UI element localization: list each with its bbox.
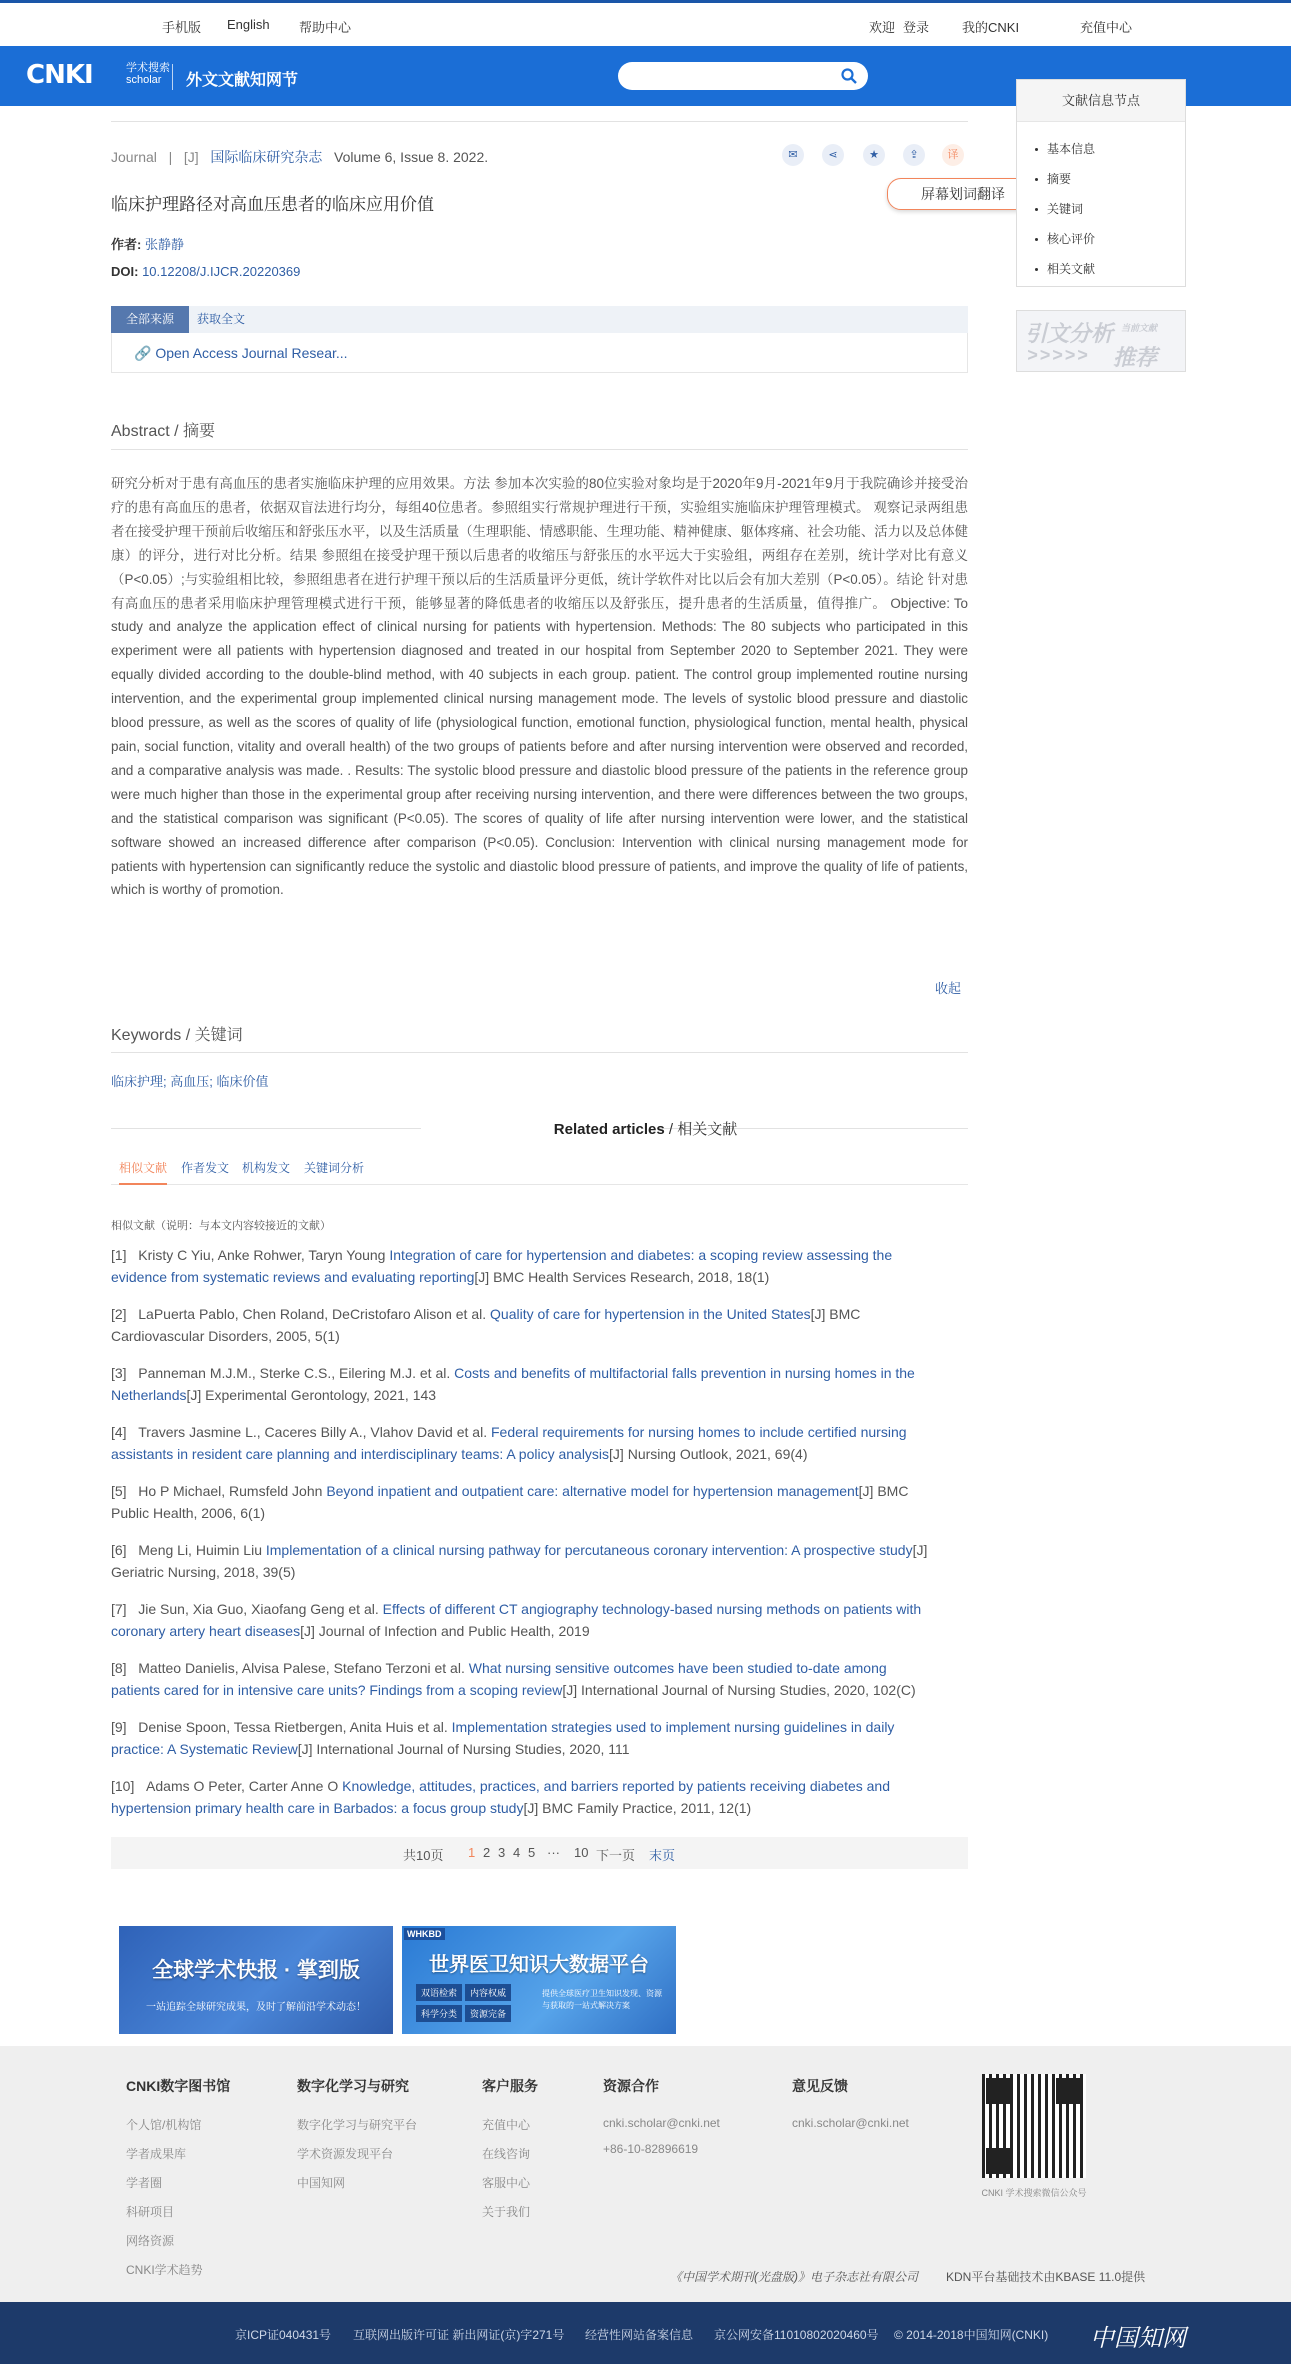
business-record-link[interactable]: 经营性网站备案信息 bbox=[585, 2328, 694, 2342]
footer-col-feedback bbox=[792, 2076, 909, 2142]
keywords-heading-cn: / 关键词 bbox=[185, 1027, 243, 1044]
divider bbox=[111, 449, 968, 450]
reference-list bbox=[111, 1244, 938, 1834]
last-page[interactable]: 末页 bbox=[649, 1848, 676, 1863]
ref-authors: Panneman M.J.M., Sterke C.S., Eilering M.J. et al. bbox=[138, 1365, 451, 1381]
list-item bbox=[111, 1244, 938, 1288]
email-icon[interactable]: ✉ bbox=[782, 144, 804, 166]
ref-authors: Travers Jasmine L., Caceres Billy A., Vlahov David et al. bbox=[138, 1424, 488, 1440]
ref-authors: Meng Li, Huimin Liu bbox=[138, 1542, 262, 1558]
ref-title-link[interactable]: Costs and benefits of multifactorial falls prevention in nursing homes in the Netherlands bbox=[111, 1365, 915, 1403]
cnki-brand-logo: 中国知网 bbox=[1090, 2324, 1186, 2352]
ref-authors: LaPuerta Pablo, Chen Roland, DeCristofaro Alison et al. bbox=[138, 1306, 487, 1322]
ref-number: [3] bbox=[111, 1365, 127, 1381]
list-item bbox=[111, 1362, 938, 1406]
qr-code bbox=[982, 2074, 1086, 2178]
abstract-heading-en: Abstract bbox=[111, 423, 170, 440]
footer-link[interactable]: 学者成果库 bbox=[126, 2147, 187, 2161]
abstract-heading-cn: / 摘要 bbox=[174, 423, 216, 440]
page-ellipsis: ··· bbox=[547, 1845, 560, 1860]
page-4[interactable]: 4 bbox=[513, 1845, 521, 1860]
ref-title-link[interactable]: Integration of care for hypertension and diabetes: a scoping review assessing the evidence from systematic reviews and evaluating reporting bbox=[111, 1247, 893, 1285]
footer-link[interactable]: 数字化学习与研究平台 bbox=[297, 2118, 418, 2132]
ref-number: [7] bbox=[111, 1601, 127, 1617]
ref-authors: Ho P Michael, Rumsfeld John bbox=[138, 1483, 323, 1499]
ref-authors: Matteo Danielis, Alvisa Palese, Stefano Terzoni et al. bbox=[138, 1660, 465, 1676]
abstract-text: 研究分析对于患有高血压的患者实施临床护理的应用效果。方法 参加本次实验的80位实验对象均是于2020年9月-2021年9月于我院确诊并接受治疗的患有高血压的患者，依据双盲法进行均分，每组40位患者。参照组实行常规护理进行干预，实验组实施临床护理管理模式。 观察记录两组患者在接受护理干预前后收缩压和舒张压水平，以及生活质量（生理职能、情感职能、生理功能、精神健康、躯体疼痛、社会功能、活力以及总体健康）的评分，进行对比分析。结果 参照组在接受护理干预以后患者的收缩压与舒张压的水平远大于实验组，两组存在差别，统计学对比有意义（P<0.05）;与实验组相比较，参照组患者在进行护理干预以后的生活质量评分更低，统计学软件对比以后会有加大差别（P<0.05）。结论 针对患有高血压的患者采用临床护理管理模式进行干预，能够显著的降低患者的收缩压以及舒张压，提升患者的生活质量，值得推广。 Objective: To study and analyze the application effect of clinical nursing for patients with hypertension. Methods: The 80 subjects who participated in this experiment were all patients with hypertension diagnosed and treated in our hospital from September 2020 to September 2021. They were equally divided according to the double-blind method, with 40 subjects in each group. patient. The control group implemented routine nursing intervention, and the experimental group implemented clinical nursing management mode. The levels of systolic blood pressure and diastolic blood pressure, as well as the scores of quality of life (physiological function, emotional function, physiological function, mental health, physical pain, social function, vitality and overall health) of the two groups of patients before and after nursing intervention were observed and recorded, and a comparative analysis was made. . Results: The systolic blood pressure and diastolic blood pressure of the patients in the reference group were much higher than those in the experimental group after receiving nursing intervention, and there were differences between the two groups, and the statistical comparison was significant (P<0.05). The scores of quality of life after nursing intervention were lower, and the statistical software showed an increased difference after comparison (P<0.05). Conclusion: Intervention with clinical nursing management mode for patients with hypertension can significantly reduce the systolic and diastolic blood pressure of patients, and improve the quality of life of patients, which is worthy of promotion. bbox=[111, 476, 968, 898]
citation-analysis-box[interactable] bbox=[1016, 310, 1186, 372]
bottom-bar bbox=[0, 2302, 1291, 2364]
tab-author[interactable]: 作者发文 bbox=[181, 1161, 230, 1175]
link-icon: 🔗 bbox=[134, 345, 152, 361]
author-line bbox=[111, 234, 184, 253]
author-label: 作者: bbox=[111, 237, 142, 252]
star-icon[interactable]: ★ bbox=[863, 144, 885, 166]
footer-link[interactable]: 网络资源 bbox=[126, 2234, 175, 2248]
icp-text: 京ICP证040431号 bbox=[235, 2328, 332, 2342]
tab-similar[interactable]: 相似文献 bbox=[119, 1159, 167, 1185]
mobile-link[interactable]: 手机版 bbox=[162, 20, 202, 35]
ref-number: [5] bbox=[111, 1483, 127, 1499]
english-link[interactable]: English bbox=[227, 17, 270, 32]
similar-note: 相似文献（说明：与本文内容较接近的文献） bbox=[111, 1220, 331, 1232]
export-icon[interactable]: ⇪ bbox=[903, 144, 925, 166]
side-item-basic[interactable]: 基本信息 bbox=[1035, 134, 1185, 164]
banner2-subtitle: 提供全球医疗卫生知识发现、资源与获取的一站式解决方案 bbox=[542, 1989, 662, 2010]
qr-caption: CNKI 学术搜索微信公众号 bbox=[981, 2188, 1087, 2198]
footer-link[interactable]: 科研项目 bbox=[126, 2205, 175, 2219]
top-bar bbox=[0, 0, 1291, 46]
publish-license-text: 互联网出版许可证 新出网证(京)字271号 bbox=[353, 2328, 565, 2342]
search-input[interactable] bbox=[630, 66, 830, 86]
tab-institution[interactable]: 机构发文 bbox=[242, 1161, 291, 1175]
author-link[interactable]: 张静静 bbox=[144, 237, 184, 252]
page-3[interactable]: 3 bbox=[498, 1845, 506, 1860]
ref-source: [J] BMC Family Practice, 2011, 12(1) bbox=[523, 1800, 752, 1816]
ref-authors: Kristy C Yiu, Anke Rohwer, Taryn Young bbox=[138, 1247, 386, 1263]
footer-heading: CNKI数字图书馆 bbox=[126, 2078, 231, 2094]
page-5[interactable]: 5 bbox=[528, 1845, 536, 1860]
ref-source: [J] BMC Health Services Research, 2018, 18(1) bbox=[474, 1269, 770, 1285]
translate-icon[interactable]: 译 bbox=[942, 144, 964, 166]
journal-link[interactable]: 国际临床研究杂志 bbox=[210, 149, 323, 165]
footer-heading: 意见反馈 bbox=[792, 2078, 848, 2094]
footer bbox=[0, 2046, 1291, 2302]
cite-tag: 当前文献 bbox=[1121, 323, 1158, 333]
doi-line bbox=[111, 264, 300, 279]
logo-subtitle bbox=[126, 62, 170, 86]
meta-separator: | bbox=[168, 149, 173, 165]
recharge-link[interactable]: 充值中心 bbox=[1080, 20, 1133, 35]
footer-col-service bbox=[482, 2076, 538, 2232]
ref-source: [J] BMC Cardiovascular Disorders, 2005, 5(1) bbox=[111, 1306, 861, 1344]
page-2[interactable]: 2 bbox=[483, 1845, 491, 1860]
kbase-text: KDN平台基础技术由KBASE 11.0提供 bbox=[946, 2270, 1146, 2284]
tab-keyword-analysis[interactable]: 关键词分析 bbox=[304, 1161, 365, 1175]
ref-source: [J] Journal of Infection and Public Health, 2019 bbox=[300, 1623, 590, 1639]
related-heading-en: Related articles bbox=[553, 1121, 665, 1138]
list-item bbox=[111, 1775, 938, 1819]
ref-title-link[interactable]: Implementation of a clinical nursing pathway for percutaneous coronary intervention: A prospective study bbox=[265, 1542, 913, 1558]
keywords-heading-en: Keywords bbox=[111, 1027, 182, 1044]
chip: 资源完备 bbox=[465, 2005, 511, 2022]
welcome-text: 欢迎 bbox=[869, 20, 896, 35]
next-page[interactable]: 下一页 bbox=[596, 1848, 636, 1863]
side-item-evaluation[interactable]: 核心评价 bbox=[1035, 224, 1185, 254]
side-nav bbox=[1016, 79, 1186, 287]
related-tabs bbox=[111, 1159, 968, 1185]
chip: 内容权威 bbox=[465, 1984, 511, 2001]
footer-heading: 资源合作 bbox=[603, 2078, 659, 2094]
copyright-text: © 2014-2018中国知网(CNKI) bbox=[894, 2328, 1049, 2342]
fold-link[interactable]: 收起 bbox=[935, 981, 962, 996]
ref-authors: Denise Spoon, Tessa Rietbergen, Anita Huis et al. bbox=[138, 1719, 448, 1735]
side-item-related[interactable]: 相关文献 bbox=[1035, 254, 1185, 284]
abstract-heading bbox=[111, 418, 215, 441]
banner2-title: 世界医卫知识大数据平台 bbox=[429, 1954, 649, 1976]
logo-sub-cn: 学术搜索 bbox=[126, 62, 170, 74]
ref-number: [4] bbox=[111, 1424, 127, 1440]
logo-divider bbox=[172, 64, 173, 90]
footer-link[interactable]: 学术资源发现平台 bbox=[297, 2147, 394, 2161]
list-item bbox=[111, 1480, 938, 1524]
chip: 双语检索 bbox=[416, 1984, 462, 2001]
ref-number: [9] bbox=[111, 1719, 127, 1735]
ref-title-link[interactable]: What nursing sensitive outcomes have been studied to-date among patients cared for in intensive care units? Findings from a scoping review bbox=[111, 1660, 887, 1698]
footer-link[interactable]: 在线咨询 bbox=[482, 2147, 531, 2161]
article-tag: [J] bbox=[183, 149, 199, 165]
chip: 科学分类 bbox=[416, 2005, 462, 2022]
list-item bbox=[111, 1657, 938, 1701]
publisher-text: 《中国学术期刊(光盘版)》电子杂志社有限公司 bbox=[670, 2270, 918, 2284]
volume-info: Volume 6, Issue 8. 2022. bbox=[334, 149, 489, 165]
keywords-heading bbox=[111, 1022, 243, 1045]
footer-link[interactable]: 学者圈 bbox=[126, 2176, 163, 2190]
ref-number: [6] bbox=[111, 1542, 127, 1558]
cnki-logo[interactable]: CNKI bbox=[26, 60, 93, 90]
banner1-title: 全球学术快报 · 掌到版 bbox=[152, 1959, 360, 1982]
my-cnki-link[interactable]: 我的CNKI bbox=[962, 20, 1020, 35]
footer-col-library bbox=[126, 2076, 230, 2290]
keywords-list[interactable]: 临床护理; 高血压; 临床价值 bbox=[111, 1074, 269, 1089]
page-10[interactable]: 10 bbox=[574, 1845, 589, 1860]
ref-source: [J] BMC Public Health, 2006, 6(1) bbox=[111, 1483, 909, 1521]
source-box bbox=[111, 333, 968, 373]
article-meta bbox=[111, 147, 488, 167]
footer-link[interactable]: 中国知网 bbox=[297, 2176, 346, 2190]
help-link[interactable]: 帮助中心 bbox=[299, 20, 352, 35]
ref-authors: Adams O Peter, Carter Anne O bbox=[146, 1778, 339, 1794]
site-title: 外文文献知网节 bbox=[186, 72, 299, 89]
share-icon[interactable]: ⋖ bbox=[822, 144, 844, 166]
article-type: Journal bbox=[111, 149, 157, 165]
open-access-label: Open Access Journal Resear... bbox=[155, 345, 348, 361]
medical-platform-banner[interactable] bbox=[402, 1926, 676, 2034]
banner2-tag: WHKBD bbox=[404, 1928, 445, 1940]
side-item-keywords[interactable]: 关键词 bbox=[1035, 194, 1185, 224]
divider bbox=[111, 1052, 968, 1053]
footer-email[interactable]: cnki.scholar@cnki.net bbox=[603, 2116, 720, 2130]
ref-authors: Jie Sun, Xia Guo, Xiaofang Geng et al. bbox=[138, 1601, 379, 1617]
ref-number: [2] bbox=[111, 1306, 127, 1322]
cite-arrows: >>>>> bbox=[1027, 345, 1090, 365]
translate-tooltip: 屏幕划词翻译 bbox=[887, 178, 1039, 210]
banner1-subtitle: 一站追踪全球研究成果，及时了解前沿学术动态！ bbox=[146, 2002, 366, 2013]
article-title: 临床护理路径对高血压患者的临床应用价值 bbox=[111, 195, 434, 214]
footer-link[interactable]: CNKI学术趋势 bbox=[126, 2263, 203, 2277]
scholar-express-banner[interactable] bbox=[119, 1926, 393, 2034]
ref-source: [J] Experimental Gerontology, 2021, 143 bbox=[186, 1387, 437, 1403]
logo-sub-en: scholar bbox=[126, 74, 162, 86]
footer-link[interactable]: 关于我们 bbox=[482, 2205, 531, 2219]
footer-col-learning bbox=[297, 2076, 417, 2203]
ref-source: [J] International Journal of Nursing Studies, 2020, 111 bbox=[297, 1741, 630, 1757]
doi-label: DOI: bbox=[111, 264, 139, 279]
police-record-text: 京公网安备11010802020460号 bbox=[714, 2328, 879, 2342]
cite-title: 引文分析 bbox=[1025, 321, 1114, 346]
pagination bbox=[111, 1837, 968, 1869]
footer-link[interactable]: 充值中心 bbox=[482, 2118, 531, 2132]
list-item bbox=[111, 1716, 938, 1760]
footer-heading: 数字化学习与研究 bbox=[297, 2078, 409, 2094]
footer-link[interactable]: 客服中心 bbox=[482, 2176, 531, 2190]
ref-title-link[interactable]: Knowledge, attitudes, practices, and barriers reported by patients receiving diabetes and hypertension primary health care in Barbados: a focus group study bbox=[111, 1778, 891, 1816]
ref-number: [10] bbox=[111, 1778, 135, 1794]
page-total: 共10页 bbox=[403, 1848, 444, 1863]
related-heading bbox=[0, 1118, 1291, 1139]
ref-source: [J] International Journal of Nursing Studies, 2020, 102(C) bbox=[562, 1682, 916, 1698]
footer-col-cooperation bbox=[603, 2076, 720, 2168]
side-item-abstract[interactable]: 摘要 bbox=[1035, 164, 1185, 194]
search-box[interactable] bbox=[618, 62, 868, 90]
footer-phone: +86-10-82896619 bbox=[603, 2142, 699, 2156]
ref-source: [J] Geriatric Nursing, 2018, 39(5) bbox=[111, 1542, 928, 1580]
footer-email[interactable]: cnki.scholar@cnki.net bbox=[792, 2116, 909, 2130]
ref-title-link[interactable]: Beyond inpatient and outpatient care: alternative model for hypertension management bbox=[326, 1483, 859, 1499]
ref-number: [1] bbox=[111, 1247, 127, 1263]
search-icon[interactable] bbox=[840, 67, 858, 85]
ref-title-link[interactable]: Effects of different CT angiography technology-based nursing methods on patients with coronary artery heart diseases bbox=[111, 1601, 922, 1639]
ref-title-link[interactable]: Quality of care for hypertension in the United States bbox=[490, 1306, 811, 1322]
page-1[interactable]: 1 bbox=[468, 1845, 476, 1860]
source-tabs bbox=[111, 306, 968, 333]
ref-number: [8] bbox=[111, 1660, 127, 1676]
side-nav-title: 文献信息节点 bbox=[1017, 80, 1185, 122]
login-link[interactable]: 登录 bbox=[903, 20, 930, 35]
cite-recommend: 推荐 bbox=[1113, 345, 1158, 370]
footer-link[interactable]: 个人馆/机构馆 bbox=[126, 2118, 202, 2132]
divider bbox=[111, 121, 968, 122]
open-access-link[interactable] bbox=[134, 345, 348, 362]
list-item bbox=[111, 1539, 938, 1583]
list-item bbox=[111, 1598, 938, 1642]
related-heading-cn: / 相关文献 bbox=[668, 1121, 738, 1138]
list-item bbox=[111, 1421, 938, 1465]
banner2-chips bbox=[416, 1984, 534, 2022]
tab-get-fulltext[interactable]: 获取全文 bbox=[197, 312, 246, 326]
ref-title-link[interactable]: Federal requirements for nursing homes to include certified nursing assistants in resident care planning and interdisciplinary teams: A policy analysis bbox=[111, 1424, 907, 1462]
doi-link[interactable]: 10.12208/J.IJCR.20220369 bbox=[142, 264, 301, 279]
list-item bbox=[111, 1303, 938, 1347]
ref-source: [J] Nursing Outlook, 2021, 69(4) bbox=[609, 1446, 808, 1462]
footer-heading: 客户服务 bbox=[482, 2078, 538, 2094]
ref-title-link[interactable]: Implementation strategies used to implement nursing guidelines in daily practice: A Systematic Review bbox=[111, 1719, 895, 1757]
tab-all-sources[interactable]: 全部来源 bbox=[111, 306, 189, 333]
